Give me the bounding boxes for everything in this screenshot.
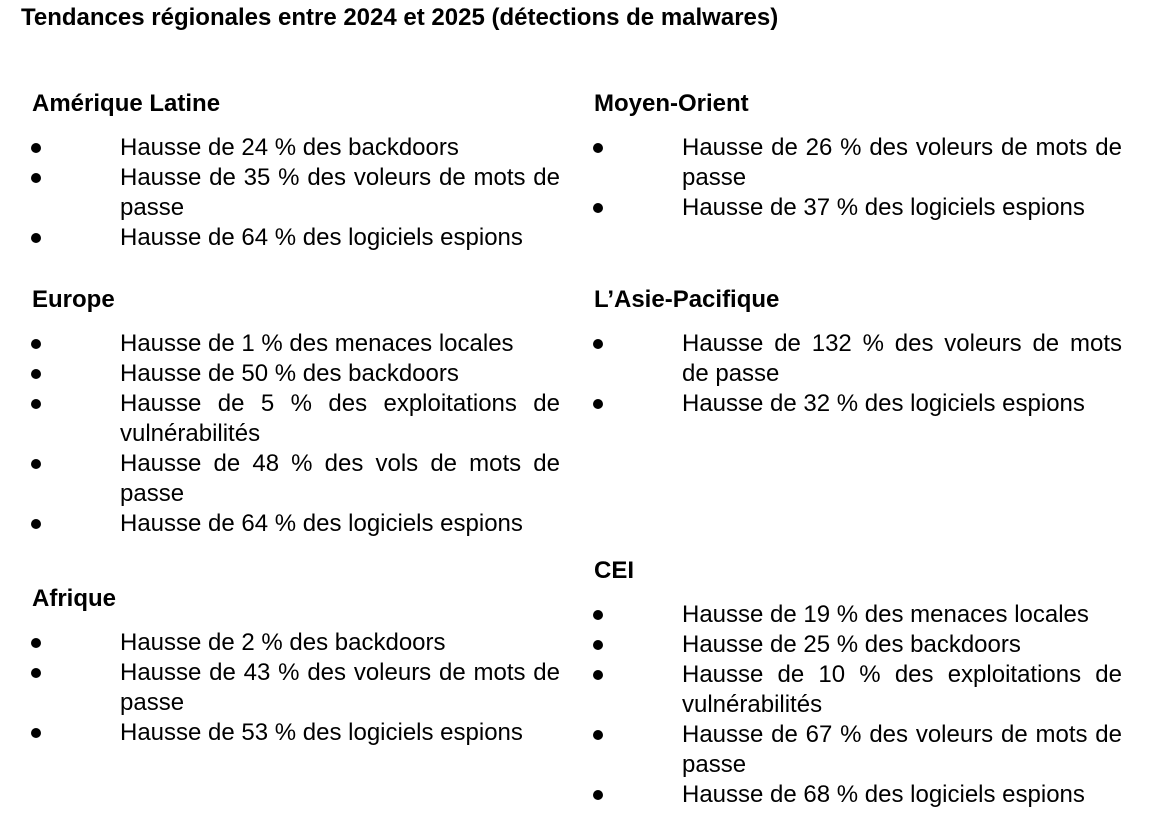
- section-heading: Amérique Latine: [32, 90, 221, 117]
- list-item-text: Hausse de 10 % des exploitations de vulnérabilités: [682, 661, 1122, 718]
- list-item: [30, 718, 560, 748]
- bullet-icon: [593, 339, 603, 349]
- list-item: [592, 630, 1122, 660]
- bullet-list: [592, 600, 1128, 810]
- section-heading: CEI: [594, 557, 635, 584]
- list-item: [30, 163, 560, 223]
- bullet-icon: [31, 143, 41, 153]
- section-heading: Europe: [32, 286, 115, 313]
- list-item: [592, 389, 1122, 419]
- list-item: [30, 133, 560, 163]
- list-item: [30, 359, 560, 389]
- section-heading: L’Asie-Pacifique: [594, 286, 780, 313]
- list-item-text: Hausse de 43 % des voleurs de mots de passe: [120, 659, 560, 716]
- list-item: [592, 600, 1122, 630]
- list-item-text: Hausse de 32 % des logiciels espions: [682, 390, 1085, 417]
- list-item: [592, 780, 1122, 810]
- bullet-icon: [593, 610, 603, 620]
- list-item-text: Hausse de 64 % des logiciels espions: [120, 510, 523, 537]
- list-item-text: Hausse de 68 % des logiciels espions: [682, 781, 1085, 808]
- bullet-icon: [31, 233, 41, 243]
- list-item: [592, 193, 1122, 223]
- list-item: [592, 720, 1122, 780]
- section-afrique: [30, 584, 566, 748]
- list-item-text: Hausse de 24 % des backdoors: [120, 134, 459, 161]
- bullet-icon: [593, 730, 603, 740]
- bullet-icon: [31, 668, 41, 678]
- list-item: [30, 449, 560, 509]
- section-europe: [30, 285, 566, 539]
- section-heading: Afrique: [32, 585, 116, 612]
- list-item-text: Hausse de 48 % des vols de mots de passe: [120, 450, 560, 507]
- list-item: [592, 329, 1122, 389]
- bullet-icon: [31, 369, 41, 379]
- list-item-text: Hausse de 5 % des exploitations de vulnérabilités: [120, 390, 560, 447]
- section-amerique-latine: [30, 89, 566, 253]
- bullet-icon: [31, 339, 41, 349]
- list-item-text: Hausse de 53 % des logiciels espions: [120, 719, 523, 746]
- bullet-icon: [31, 459, 41, 469]
- bullet-icon: [31, 519, 41, 529]
- bullet-icon: [31, 399, 41, 409]
- list-item-text: Hausse de 35 % des voleurs de mots de passe: [120, 164, 560, 221]
- page-title: Tendances régionales entre 2024 et 2025 (détections de malwares): [21, 4, 779, 31]
- bullet-icon: [593, 790, 603, 800]
- bullet-icon: [31, 728, 41, 738]
- list-item: [30, 658, 560, 718]
- list-item: [30, 628, 560, 658]
- bullet-icon: [593, 203, 603, 213]
- list-item-text: Hausse de 67 % des voleurs de mots de passe: [682, 721, 1122, 778]
- list-item-text: Hausse de 64 % des logiciels espions: [120, 224, 523, 251]
- section-cei: [592, 556, 1128, 810]
- bullet-list: [592, 329, 1128, 419]
- list-item-text: Hausse de 37 % des logiciels espions: [682, 194, 1085, 221]
- list-item-text: Hausse de 132 % des voleurs de mots de passe: [682, 330, 1122, 387]
- list-item-text: Hausse de 25 % des backdoors: [682, 631, 1021, 658]
- list-item-text: Hausse de 2 % des backdoors: [120, 629, 446, 656]
- bullet-icon: [593, 670, 603, 680]
- bullet-icon: [593, 143, 603, 153]
- list-item: [30, 329, 560, 359]
- bullet-icon: [31, 173, 41, 183]
- list-item-text: Hausse de 26 % des voleurs de mots de passe: [682, 134, 1122, 191]
- list-item-text: Hausse de 19 % des menaces locales: [682, 601, 1089, 628]
- bullet-icon: [593, 399, 603, 409]
- bullet-icon: [31, 638, 41, 648]
- bullet-icon: [593, 640, 603, 650]
- list-item: [30, 509, 560, 539]
- bullet-list: [30, 329, 566, 539]
- section-heading: Moyen-Orient: [594, 90, 749, 117]
- list-item: [30, 223, 560, 253]
- section-asie-pacifique: [592, 285, 1128, 419]
- bullet-list: [30, 133, 566, 253]
- bullet-list: [30, 628, 566, 748]
- list-item: [30, 389, 560, 449]
- list-item-text: Hausse de 1 % des menaces locales: [120, 330, 514, 357]
- bullet-list: [592, 133, 1128, 223]
- list-item: [592, 133, 1122, 193]
- list-item: [592, 660, 1122, 720]
- section-moyen-orient: [592, 89, 1128, 223]
- list-item-text: Hausse de 50 % des backdoors: [120, 360, 459, 387]
